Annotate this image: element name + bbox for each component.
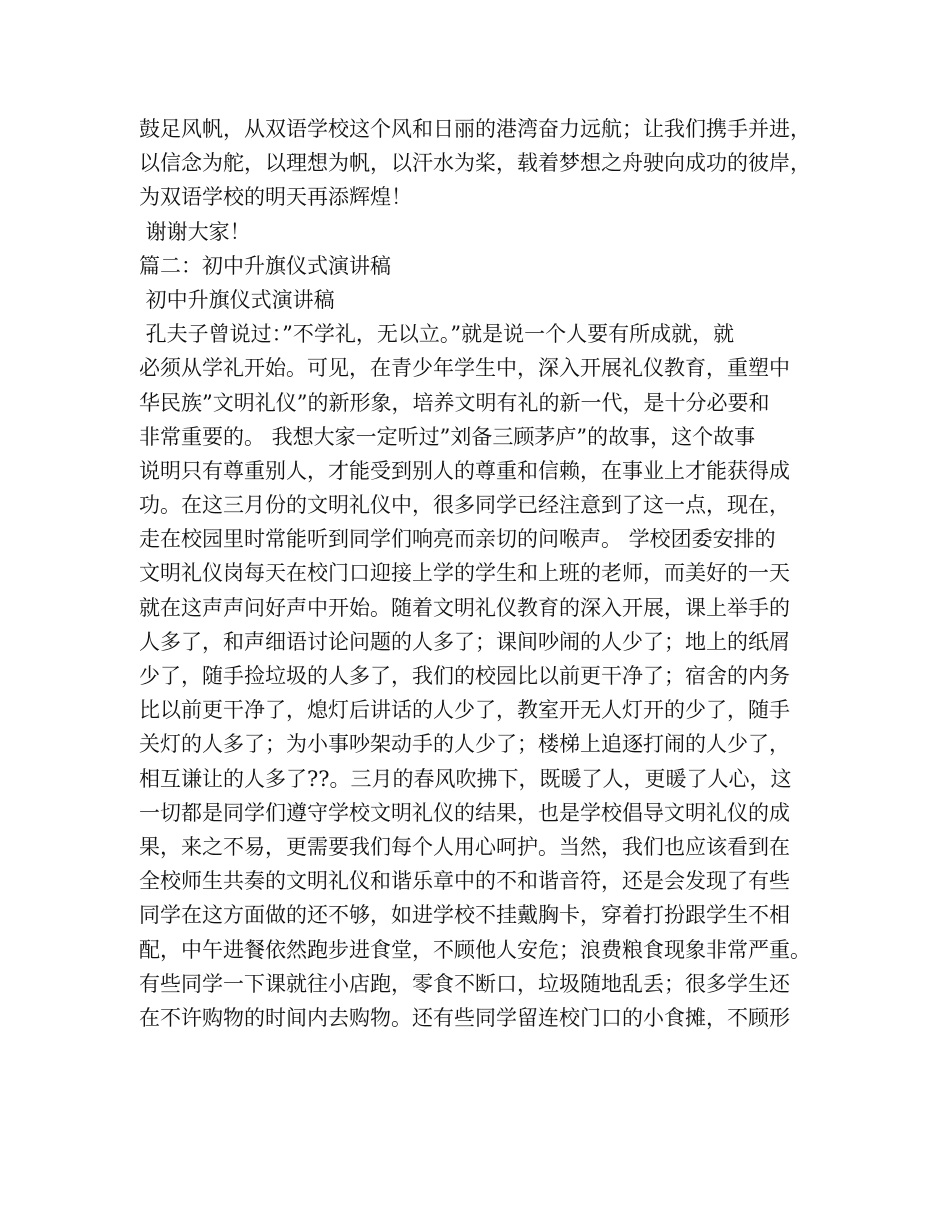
text-line: 以信念为舵，以理想为帆，以汗水为桨，载着梦想之舟驶向成功的彼岸，	[139, 151, 811, 176]
text-line: 全校师生共奏的文明礼仪和谐乐章中的不和谐音符，还是会发现了有些	[139, 869, 790, 894]
text-line: 必须从学礼开始。可见，在青少年学生中，深入开展礼仪教育，重塑中	[139, 356, 790, 381]
text-line: 就在这声声问好声中开始。随着文明礼仪教育的深入开展，课上举手的	[139, 595, 790, 620]
text-line: 比以前更干净了，熄灯后讲话的人少了，教室开无人灯开的少了，随手	[139, 698, 790, 723]
text-line: 一切都是同学们遵守学校文明礼仪的结果，也是学校倡导文明礼仪的成	[139, 800, 790, 825]
text-line: 配，中午进餐依然跑步进食堂，不顾他人安危；浪费粮食现象非常严重。	[139, 937, 811, 962]
text-line: 功。在这三月份的文明礼仪中，很多同学已经注意到了这一点，现在，	[139, 493, 790, 518]
text-line: 为双语学校的明天再添辉煌！	[139, 185, 412, 210]
text-line: 人多了，和声细语讨论问题的人多了；课间吵闹的人少了；地上的纸屑	[139, 629, 790, 654]
text-line: 孔夫子曾说过：”不学礼，无以立。”就是说一个人要有所成就，就	[139, 322, 735, 347]
text-line: 同学在这方面做的还不够，如进学校不挂戴胸卡，穿着打扮跟学生不相	[139, 903, 790, 928]
text-line: 走在校园里时常能听到同学们响亮而亲切的问喉声。 学校团委安排的	[139, 527, 776, 552]
text-line: 华民族”文明礼仪”的新形象，培养文明有礼的新一代，是十分必要和	[139, 390, 770, 415]
text-line: 非常重要的。 我想大家一定听过”刘备三顾茅庐”的故事，这个故事	[139, 424, 756, 449]
text-line: 在不许购物的时间内去购物。还有些同学留连校门口的小食摊，不顾形	[139, 1005, 790, 1030]
text-line: 关灯的人多了；为小事吵架动手的人少了；楼梯上追逐打闹的人少了，	[139, 732, 790, 757]
speech-title: 初中升旗仪式演讲稿	[139, 287, 335, 312]
section-heading: 篇二：初中升旗仪式演讲稿	[139, 253, 391, 278]
text-line: 说明只有尊重别人，才能受到别人的尊重和信赖，在事业上才能获得成	[139, 458, 790, 483]
body-text	[139, 112, 839, 1035]
text-line: 文明礼仪岗每天在校门口迎接上学的学生和上班的老师，而美好的一天	[139, 561, 790, 586]
text-line: 有些同学一下课就往小店跑，零食不断口，垃圾随地乱丢；很多学生还	[139, 971, 790, 996]
text-line: 鼓足风帆，从双语学校这个风和日丽的港湾奋力远航；让我们携手并进，	[139, 117, 811, 141]
text-line: 谢谢大家！	[139, 219, 251, 244]
text-line: 相互谦让的人多了??。三月的春风吹拂下，既暖了人，更暖了人心，这	[139, 766, 792, 791]
text-line: 果，来之不易，更需要我们每个人用心呵护。当然，我们也应该看到在	[139, 834, 790, 859]
text-line: 少了，随手捡垃圾的人多了，我们的校园比以前更干净了；宿舍的内务	[139, 664, 790, 688]
